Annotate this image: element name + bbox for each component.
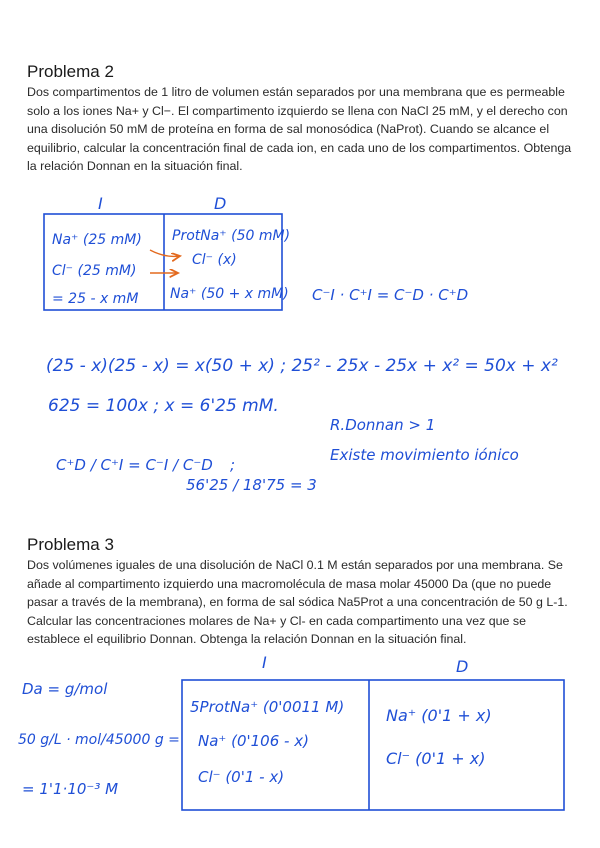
units-definition: Da = g/mol — [22, 680, 108, 698]
right-na-final: Na⁺ (50 + x mM) — [170, 286, 289, 302]
left-cl-initial: Cl⁻ (25 mM) — [52, 263, 137, 279]
ratio-separator: ; — [230, 456, 236, 474]
problem3-title: Problema 3 — [27, 535, 114, 554]
label-compartment-d: D — [214, 194, 227, 213]
left-na: Na⁺ (0'106 - x) — [198, 732, 309, 750]
right-na: Na⁺ (0'1 + x) — [386, 706, 492, 725]
right-protna: ProtNa⁺ (50 mM) — [172, 228, 291, 244]
donnan-equilibrium: C⁻I · C⁺I = C⁻D · C⁺D — [312, 286, 469, 304]
left-cl: Cl⁻ (0'1 - x) — [198, 768, 285, 786]
problem3-statement: Dos volúmenes iguales de una disolución de NaCl 0.1 M están separados por una membrana. Se añade al compartimento izquierdo una macromolécula de masa molar 45000 Da (que no puede pasar a través de la membrana), en forma de sal sódica Na5Prot a una concentración de 50 g L-1. Calcular las concentraciones molares de Na+ y Cl- en cada compartimento una vez que se establece el equilibrio Donnan. Obtenga la relación Donnan en la situación final. — [27, 558, 568, 647]
donnan-ratio-formula: C⁺D / C⁺I = C⁻I / C⁻D — [56, 456, 213, 474]
left-final: = 25 - x mM — [52, 291, 139, 307]
problem2-title: Problema 2 — [27, 62, 114, 81]
ion-movement-conclusion: Existe movimiento iónico — [330, 446, 519, 464]
left-na-initial: Na⁺ (25 mM) — [52, 232, 142, 248]
label-compartment-i: I — [262, 653, 267, 672]
donnan-ratio-conclusion: R.Donnan > 1 — [330, 416, 436, 434]
problem3-notes — [18, 653, 564, 810]
problem2-statement: Dos compartimentos de 1 litro de volumen están separados por una membrana que es permeable solo a los iones Na+ y Cl−. El compartimento izquierdo se llena con NaCl 25 mM, y el derecho con una disolución 50 mM de proteína en forma de sal monosódica (NaProt). Cuando se alcance el equilibrio, calcular la concentración final de cada ion, en cada uno de los compartimentos. Obtenga la relación Donnan en la situación final. — [27, 85, 572, 174]
left-macromolecule: 5ProtNa⁺ (0'0011 M) — [190, 698, 345, 716]
label-compartment-i: I — [98, 194, 103, 213]
equation-expansion: (25 - x)(25 - x) = x(50 + x) ; 25² - 25x - 25x + x² = 50x + x² — [46, 356, 558, 376]
concentration-conversion: 50 g/L · mol/45000 g = — [18, 732, 180, 748]
molar-concentration-result: = 1'1·10⁻³ M — [22, 780, 119, 798]
right-cl: Cl⁻ (x) — [192, 252, 237, 268]
arrow-icon — [150, 250, 180, 256]
label-compartment-d: D — [456, 657, 469, 676]
donnan-ratio-value: 56'25 / 18'75 = 3 — [186, 476, 317, 494]
equation-solution: 625 = 100x ; x = 6'25 mM. — [48, 396, 279, 416]
problem2-notes — [44, 194, 558, 494]
right-cl: Cl⁻ (0'1 + x) — [386, 749, 486, 768]
